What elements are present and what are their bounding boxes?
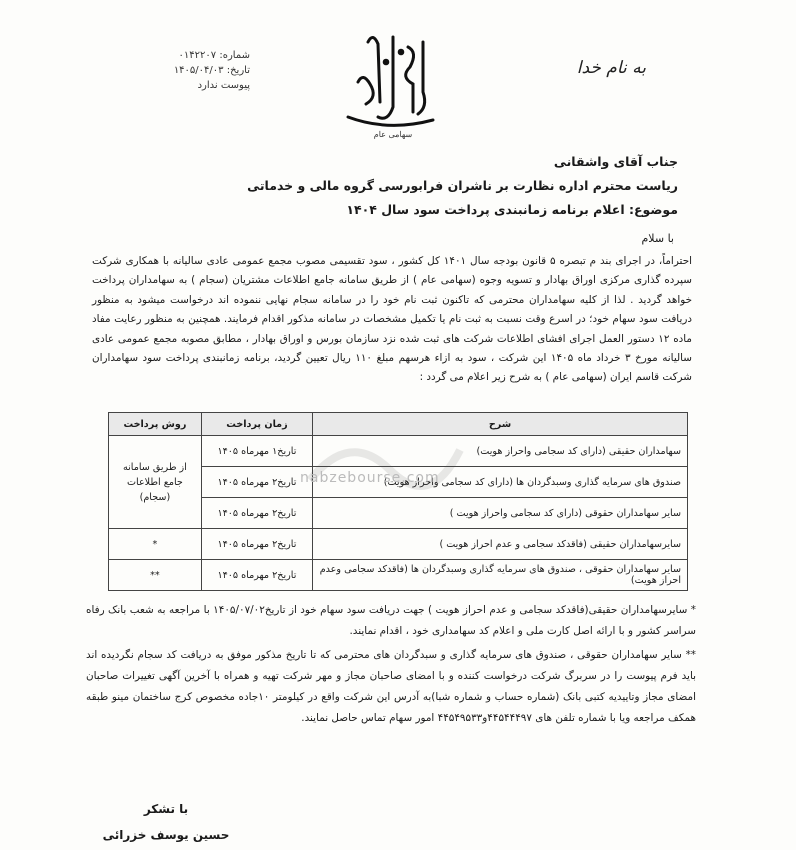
footnotes (86, 600, 696, 732)
signature-thanks: با تشکر (143, 802, 189, 816)
column-header-payment-method: روش پرداخت (109, 413, 202, 436)
table-row (109, 436, 688, 467)
row-method: * (109, 529, 202, 560)
row-date: تاریخ۱ مهرماه ۱۴۰۵ (201, 436, 312, 467)
payment-schedule-table (108, 412, 688, 591)
signature-name: حسین یوسف خزرائی (102, 828, 230, 842)
table-row (109, 529, 688, 560)
recipient-name: جناب آقای واشقانی (553, 154, 678, 169)
row-date: تاریخ۲ مهرماه ۱۴۰۵ (201, 529, 312, 560)
letter-body: احتراماً، در اجرای بند م تبصره ۵ قانون بودجه سال ۱۴۰۱ کل کشور ، سود تقسیمی مصوب مجمع عمومی عادی سالیانه با همکاری شرکت سپرده گذاری مرکزی اوراق بهادار و تسویه وجوه (سهامی عام ) از طریق سامانه جامع اطلاعات مشتریان (سجام ) به سهامداران پرداخت خواهد گردید . لذا از کلیه سهامداران محترمی که تاکنون ثبت نام خود را در سامانه سجام نهایی ننموده اند درخواست میشود به منظور دریافت سود سهام خود؛ در اسرع وقت نسبت به ثبت نام یا تکمیل مشخصات در سامانه مذکور اقدام فرمایند. همچنین به منظور رعایت مفاد ماده ۱۲ دستور العمل اجرای افشای اطلاعات شرکت های ثبت شده نزد سازمان بورس و اوراق بهادار ، مطابق مصوبه مجمع عمومی عادی سالیانه مورخ ۳ خرداد ماه ۱۴۰۵ این شرکت ، سود به ازاء هرسهم مبلغ ۱۱۰ ریال تعیین گردید، برنامه زمانبندی پرداخت سود سهامداران شرکت قاسم ایران (سهامی عام ) به شرح زیر اعلام می گردد : (92, 255, 693, 384)
row-date: تاریخ۲ مهرماه ۱۴۰۵ (201, 467, 312, 498)
greeting: با سلام (641, 232, 674, 245)
logo-subtitle: سهامی عام (373, 130, 413, 139)
row-description: سایرسهامداران حقیقی (فاقدکد سجامی و عدم احراز هویت ) (313, 529, 688, 560)
footnote-double-star: ** سایر سهامداران حقوقی ، صندوق های سرمایه گذاری و سبدگردان های محترمی که تا تاریخ مذکور موفق به دریافت کد سجام نگردیده اند باید فرم پیوست را در سربرگ شرکت درخواست کننده و با امضای صاحبان مجاز و مهر شرکت تهیه و همراه با آخرین آگهی تغییرات صاحبان امضای مجاز وتاییدیه کتبی بانک (شماره حساب و شماره شبا)به آدرس این شرکت واقع در کیلومتر ۱۰جاده مخصوص کرج ساختمان مینو طبقه همکف مراجعه ویا با شماره تلفن های ۴۴۵۴۴۴۹۷و۴۴۵۴۹۵۳۳ امور سهام تماس حاصل نمایند. (86, 649, 696, 724)
column-header-payment-date: زمان پرداخت (201, 413, 312, 436)
recipient-position: ریاست محترم اداره نظارت بر ناشران فرابورسی گروه مالی و خدماتی (247, 178, 678, 193)
row-method: ** (109, 560, 202, 591)
row-description: سایر سهامداران حقوقی ، صندوق های سرمایه گذاری وسبدگردان ها (فاقدکد سجامی وعدم احراز هویت) (313, 560, 688, 591)
row-method-merged: از طریق سامانه جامع اطلاعات (سجام) (109, 436, 202, 529)
letter-attachment: پیوست ندارد (197, 80, 250, 91)
row-description: سایر سهامداران حقوقی (دارای کد سجامی واحراز هویت ) (313, 498, 688, 529)
table-row (109, 560, 688, 591)
bismillah-heading: به نام خدا (576, 58, 646, 78)
column-header-description: شرح (313, 413, 688, 436)
watermark-url: nabzebourse.com (300, 470, 440, 486)
signature-block (96, 796, 236, 848)
letter-number: شماره: ۰۱۴۲۲۰۷ (178, 50, 250, 61)
company-logo (338, 22, 448, 142)
letter-date: تاریخ: ۱۴۰۵/۰۴/۰۳ (173, 65, 250, 76)
table-header-row (109, 413, 688, 436)
row-description: صندوق های سرمایه گذاری وسبدگردان ها (دارای کد سجامی واحراز هویت) (313, 467, 688, 498)
row-date: تاریخ۲ مهرماه ۱۴۰۵ (201, 498, 312, 529)
footnote-single-star: * سایرسهامداران حقیقی(فاقدکد سجامی و عدم احراز هویت ) جهت دریافت سود سهام خود از تاریخ۱۴۰۵/۰۷/۰۲ با مراجعه به شعب بانک رفاه سراسر کشور و با ارائه اصل کارت ملی و اعلام کد سهامداری خود ، اقدام نمایند. (86, 604, 697, 637)
letter-subject: موضوع: اعلام برنامه زمانبندی پرداخت سود سال ۱۴۰۴ (346, 202, 678, 217)
row-description: سهامداران حقیقی (دارای کد سجامی واحراز هویت) (313, 436, 688, 467)
address-block (118, 150, 678, 222)
letter-meta (150, 48, 250, 93)
row-date: تاریخ۲ مهرماه ۱۴۰۵ (201, 560, 312, 591)
